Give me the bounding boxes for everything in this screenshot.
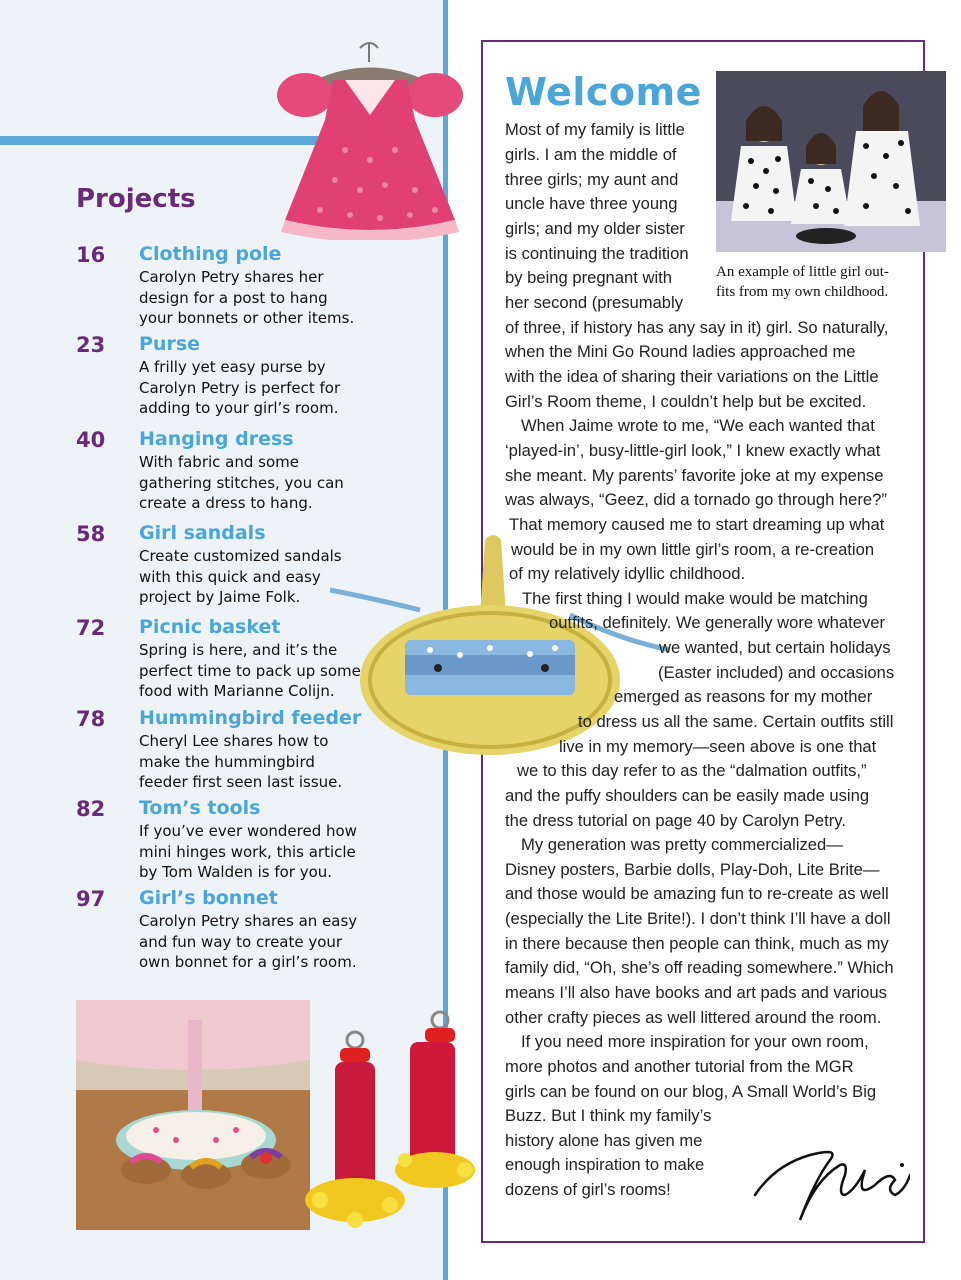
text-line: dozens of girl’s rooms! xyxy=(505,1180,671,1199)
text-line: her second (presumably xyxy=(505,293,684,312)
text-line: live in my memory—seen above is one that xyxy=(559,737,877,756)
signature xyxy=(750,1120,910,1230)
text-line: If you need more inspiration for your own room, xyxy=(521,1032,869,1051)
project-description: Create customized sandals with this quick and easy project by Jaime Folk. xyxy=(139,547,342,607)
project-description: A frilly yet easy purse by Carolyn Petry is perfect for adding to your girl’s room. xyxy=(139,358,341,418)
project-item[interactable] xyxy=(76,243,376,333)
text-line: when the Mini Go Round ladies approached me xyxy=(505,342,856,361)
text-line: Most of my family is little xyxy=(505,120,685,139)
page-number: 82 xyxy=(76,797,106,821)
text-line: girls. I am the middle of xyxy=(505,145,677,164)
sandals-photo xyxy=(76,1000,310,1230)
page-number: 23 xyxy=(76,333,106,357)
hanging-dress-photo xyxy=(255,40,485,240)
text-line: The first thing I would make would be matching xyxy=(522,589,868,608)
text-line: (Easter included) and occasions xyxy=(658,663,895,682)
project-description: If you’ve ever wondered how mini hinges work, this article by Tom Walden is for you. xyxy=(139,822,357,882)
childhood-photo xyxy=(716,71,946,252)
text-line: more photos and another tutorial from the MGR xyxy=(505,1057,854,1076)
project-description: Carolyn Petry shares her design for a post to hang your bonnets or other items. xyxy=(139,268,355,328)
text-line: enough inspiration to make xyxy=(505,1155,705,1174)
page-number: 58 xyxy=(76,522,106,546)
project-description: Spring is here, and it’s the perfect time to pack up some food with Marianne Colijn. xyxy=(139,641,361,701)
text-line: other crafty pieces as well littered around the room. xyxy=(505,1008,882,1027)
project-item[interactable] xyxy=(76,887,376,977)
welcome-heading: Welcome xyxy=(505,70,702,114)
text-line: When Jaime wrote to me, “We each wanted that xyxy=(521,416,875,435)
text-line: outfits, definitely. We generally wore whatever xyxy=(549,613,886,632)
text-line: history alone has given me xyxy=(505,1131,703,1150)
text-line: we wanted, but certain holidays xyxy=(659,638,891,657)
text-line: ‘played-in’, busy-little-girl look,” I knew exactly what xyxy=(505,441,881,460)
project-item[interactable] xyxy=(76,333,376,423)
project-description: With fabric and some gathering stitches, you can create a dress to hang. xyxy=(139,453,344,513)
text-line: (especially the Lite Brite!). I don’t think I’ll have a doll xyxy=(505,909,891,928)
text-line: of my relatively idyllic childhood. xyxy=(509,564,746,583)
text-line: by being pregnant with xyxy=(505,268,672,287)
text-line: would be in my own little girl’s room, a re-creation xyxy=(511,540,875,559)
page-number: 40 xyxy=(76,428,106,452)
projects-heading: Projects xyxy=(76,184,196,214)
project-title[interactable]: Girl’s bonnet xyxy=(139,887,278,909)
page-number: 78 xyxy=(76,707,106,731)
project-title[interactable]: Hanging dress xyxy=(139,428,294,450)
text-line: Buzz. But I think my family’s xyxy=(505,1106,712,1125)
project-title[interactable]: Picnic basket xyxy=(139,616,281,638)
text-line: family did, “Oh, she’s off reading somewhere.” Which xyxy=(505,958,894,977)
text-line: means I’ll also have books and art pads and various xyxy=(505,983,887,1002)
project-title[interactable]: Tom’s tools xyxy=(139,797,261,819)
text-line: three girls; my aunt and xyxy=(505,170,679,189)
text-line: to dress us all the same. Certain outfits still xyxy=(578,712,894,731)
project-description: Carolyn Petry shares an easy and fun way to create your own bonnet for a girl’s room. xyxy=(139,912,358,972)
text-line: she meant. My parents’ favorite joke at my expense xyxy=(505,466,884,485)
project-description: Cheryl Lee shares how to make the hummingbird feeder first seen last issue. xyxy=(139,732,343,792)
text-line: emerged as reasons for my mother xyxy=(614,687,873,706)
project-title[interactable]: Purse xyxy=(139,333,201,355)
text-line: and the puffy shoulders can be easily made using xyxy=(505,786,870,805)
text-line: girls; and my older sister xyxy=(505,219,685,238)
text-line: Girl’s Room theme, I couldn’t help but be excited. xyxy=(505,392,867,411)
photo-caption: An example of little girl out- fits from my own childhood. xyxy=(716,264,889,300)
project-title[interactable]: Girl sandals xyxy=(139,522,266,544)
project-item[interactable] xyxy=(76,428,376,518)
text-line: uncle have three young xyxy=(505,194,678,213)
text-line: we to this day refer to as the “dalmation outfits,” xyxy=(517,761,867,780)
page-number: 72 xyxy=(76,616,106,640)
text-line: girls can be found on our blog, A Small World’s Big xyxy=(505,1082,877,1101)
project-title[interactable]: Hummingbird feeder xyxy=(139,707,362,729)
hummingbird-feeder-photo xyxy=(300,1000,475,1240)
text-line: That memory caused me to start dreaming up what xyxy=(509,515,885,534)
text-line: and those would be amazing fun to re-create as well xyxy=(505,884,889,903)
text-line: the dress tutorial on page 40 by Carolyn Petry. xyxy=(505,811,846,830)
text-line: Disney posters, Barbie dolls, Play-Doh, Lite Brite— xyxy=(505,860,880,879)
project-item[interactable] xyxy=(76,797,376,887)
page-number: 97 xyxy=(76,887,106,911)
text-line: of three, if history has any say in it) girl. So naturally, xyxy=(505,318,889,337)
text-line: in there because then people can think, much as my xyxy=(505,934,889,953)
project-title[interactable]: Clothing pole xyxy=(139,243,282,265)
text-line: is continuing the tradition xyxy=(505,244,689,263)
page-number: 16 xyxy=(76,243,106,267)
text-line: with the idea of sharing their variations on the Little xyxy=(505,367,879,386)
text-line: My generation was pretty commercialized— xyxy=(521,835,843,854)
text-line: was always, “Geez, did a tornado go through here?” xyxy=(505,490,887,509)
